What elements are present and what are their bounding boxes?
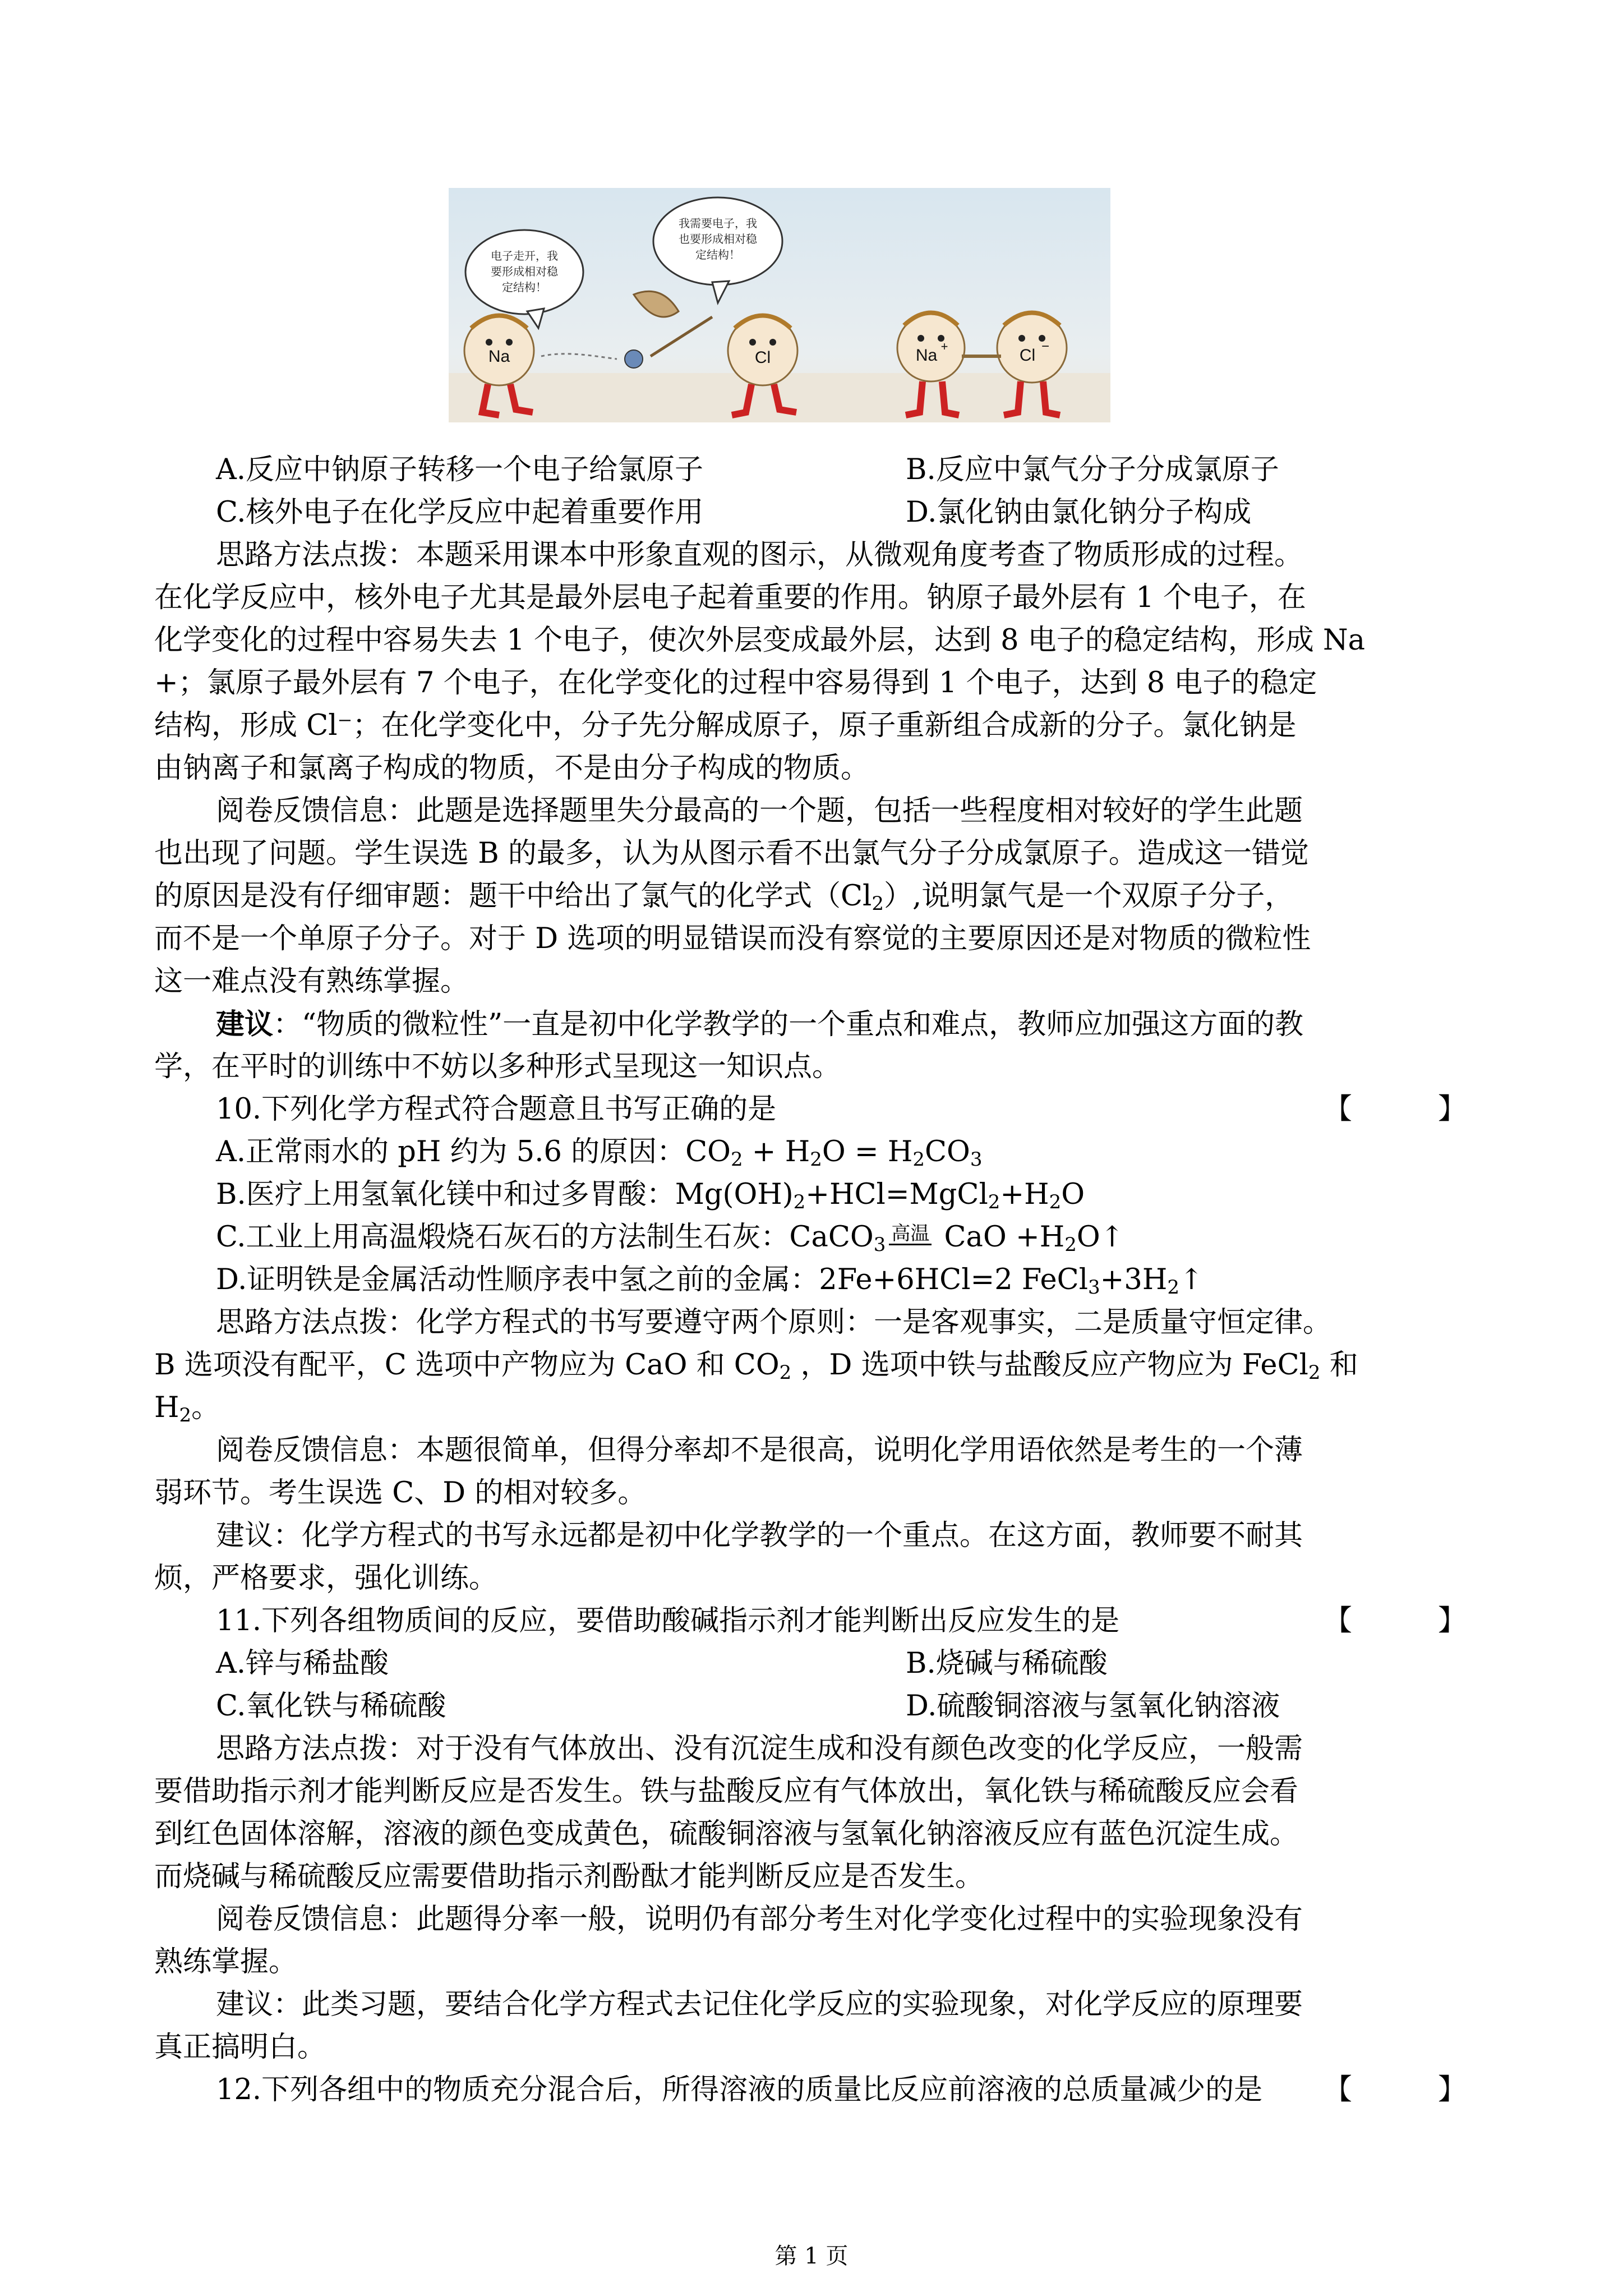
speech-bubble-left: [465, 230, 583, 328]
q9-analysis-line-4: +；氯原子最外层有 7 个电子，在化学变化的过程中容易得到 1 个电子，达到 8 电子的稳定: [154, 666, 1317, 700]
document-body: [154, 449, 1467, 2111]
q11-answer-bracket: 【 】: [1323, 1604, 1467, 1637]
q11-analysis-line-4: 而烧碱与稀硫酸反应需要借助指示剂酚酞才能判断反应是否发生。: [154, 1860, 984, 1893]
q9-option-d: D.氯化钠由氯化钠分子构成: [906, 496, 1252, 529]
page-footer: 第 1 页: [774, 2243, 849, 2269]
na-ion-label: Na: [915, 346, 938, 365]
q11-analysis-line-1: 思路方法点拨：对于没有气体放出、没有沉淀生成和没有颜色改变的化学反应，一般需: [216, 1732, 1303, 1765]
illustration-figure: [449, 188, 1110, 422]
q11-option-a: A.锌与稀盐酸: [216, 1647, 389, 1680]
q10-analysis-line-2: B 选项没有配平，C 选项中产物应为 CaO 和 $CO_2$ ，D 选项中铁与盐酸反应产物应为 FeCl$_2$ 和: [154, 1349, 1358, 1384]
q9-feedback-line-1: 阅卷反馈信息：此题是选择题里失分最高的一个题，包括一些程度相对较好的学生此题: [216, 794, 1303, 827]
reaction-condition: 高温: [889, 1223, 932, 1245]
q10-analysis-line-1: 思路方法点拨：化学方程式的书写要遵守两个原则：一是客观事实，二是质量守恒定律。: [216, 1306, 1332, 1339]
q12-answer-bracket: 【 】: [1323, 2073, 1467, 2106]
q10-option-d: D.证明铁是金属活动性顺序表中氢之前的金属：2Fe+6HCl=2 $FeCl_3+3H_2↑$: [216, 1263, 1204, 1299]
na-ion-charge: +: [940, 339, 948, 353]
q10-analysis-line-3: $H_2$。: [154, 1391, 220, 1427]
q11-feedback-line-2: 熟练掌握。: [154, 1945, 298, 1978]
q11-suggestion-line-1: 建议：此类习题，要结合化学方程式去记住化学反应的实验现象，对化学反应的原理要: [216, 1988, 1303, 2021]
q10-answer-bracket: 【 】: [1323, 1093, 1467, 1126]
q10-option-c: C.工业上用高温煅烧石灰石的方法制生石灰：CaCO$_3$ 高温 CaO $+H_2O↑$: [216, 1221, 1124, 1256]
q10-option-b: B.医疗上用氢氧化镁中和过多胃酸：$Mg(OH)_2+HCl=MgCl_2+H_2O$: [216, 1178, 1085, 1213]
q9-feedback-line-2: 也出现了问题。学生误选 B 的最多，认为从图示看不出氯气分子分成氯原子。造成这一错觉: [154, 837, 1309, 870]
q9-option-b: B.反应中氯气分子分成氯原子: [906, 453, 1279, 486]
cl-label: Cl: [754, 348, 771, 367]
bubble-left-line-2: 要形成相对稳: [491, 265, 558, 278]
q9-analysis-line-6: 由钠离子和氯离子构成的物质，不是由分子构成的物质。: [154, 752, 870, 785]
q10-suggestion-line-1: 建议：化学方程式的书写永远都是初中化学教学的一个重点。在这方面，教师要不耐其: [216, 1519, 1303, 1552]
suggestion-label: 建议: [216, 1007, 274, 1041]
q9-analysis-line-3: 化学变化的过程中容易失去 1 个电子，使次外层变成最外层，达到 8 电子的稳定结构，形成 Na: [154, 624, 1365, 657]
bubble-left-line-3: 定结构！: [502, 280, 547, 294]
q9-analysis-line-2: 在化学反应中，核外电子尤其是最外层电子起着重要的作用。钠原子最外层有 1 个电子，在: [154, 581, 1306, 614]
bubble-right-line-3: 定结构！: [695, 248, 740, 261]
q11-option-b: B.烧碱与稀硫酸: [906, 1647, 1108, 1680]
q11-analysis-line-2: 要借助指示剂才能判断反应是否发生。铁与盐酸反应有气体放出，氧化铁与稀硫酸反应会看: [154, 1775, 1299, 1808]
q11-option-d: D.硫酸铜溶液与氢氧化钠溶液: [906, 1690, 1280, 1723]
q9-option-a: A.反应中钠原子转移一个电子给氯原子: [216, 453, 704, 486]
q12-stem: 12.下列各组中的物质充分混合后，所得溶液的质量比反应前溶液的总质量减少的是 【 】: [154, 2069, 1467, 2111]
q10-suggestion-line-2: 烦，严格要求，强化训练。: [154, 1562, 498, 1595]
net-icon: [634, 291, 712, 356]
q9-suggestion-line-1: 建议：“物质的微粒性”一直是初中化学教学的一个重点和难点，教师应加强这方面的教: [216, 1007, 1304, 1041]
q11-suggestion-line-2: 真正搞明白。: [154, 2031, 326, 2064]
q11-stem: 11.下列各组物质间的反应，要借助酸碱指示剂才能判断出反应发生的是 【 】: [154, 1600, 1467, 1642]
na-label: Na: [488, 347, 510, 366]
bubble-right-line-2: 也要形成相对稳: [679, 232, 757, 246]
electron-icon: [625, 350, 643, 368]
q11-options-row-2: [154, 1685, 1467, 1728]
q9-analysis-line-5: 结构，形成 Cl⁻；在化学变化中，分子先分解成原子，原子重新组合成新的分子。氯化钠是: [154, 709, 1297, 742]
q9-feedback-line-3: 的原因是没有仔细审题：题干中给出了氯气的化学式$(Cl_2)$,说明氯气是一个双原子分子，: [154, 880, 1294, 915]
q10-feedback-line-2: 弱环节。考生误选 C、D 的相对较多。: [154, 1476, 647, 1510]
speech-bubble-right: [653, 197, 782, 303]
q9-option-c: C.核外电子在化学反应中起着重要作用: [216, 496, 704, 529]
cl-ion-label: Cl: [1019, 346, 1036, 365]
q11-options-row-1: [154, 1642, 1467, 1685]
bubble-left-line-1: 电子走开，我: [491, 249, 558, 263]
cl-ion-charge: −: [1041, 339, 1050, 354]
bubble-right-line-1: 我需要电子，我: [679, 217, 757, 230]
q11-analysis-line-3: 到红色固体溶解，溶液的颜色变成黄色，硫酸铜溶液与氢氧化钠溶液反应有蓝色沉淀生成。: [154, 1818, 1299, 1851]
q9-suggestion-line-2: 学，在平时的训练中不妨以多种形式呈现这一知识点。: [154, 1050, 841, 1083]
q11-feedback-line-1: 阅卷反馈信息：此题得分率一般，说明仍有部分考生对化学变化过程中的实验现象没有: [216, 1903, 1303, 1936]
q9-options-row-2: [154, 491, 1467, 534]
q10-feedback-line-1: 阅卷反馈信息：本题很简单，但得分率却不是很高，说明化学用语依然是考生的一个薄: [216, 1434, 1303, 1467]
cartoon-atoms-svg: [449, 188, 1110, 422]
q11-option-c: C.氧化铁与稀硫酸: [216, 1690, 446, 1723]
q9-feedback-line-5: 这一难点没有熟练掌握。: [154, 965, 469, 998]
q10-stem: 10.下列化学方程式符合题意且书写正确的是 【 】: [154, 1088, 1467, 1131]
q10-option-a: A.正常雨水的 pH 约为 5.6 的原因：$CO_2 + H_2O = H_2CO_3$: [216, 1135, 983, 1171]
q9-feedback-line-4: 而不是一个单原子分子。对于 D 选项的明显错误而没有察觉的主要原因还是对物质的微粒性: [154, 922, 1311, 955]
q9-analysis-line-1: 思路方法点拨：本题采用课本中形象直观的图示，从微观角度考查了物质形成的过程。: [216, 539, 1303, 572]
q9-options-row-1: [154, 449, 1467, 491]
